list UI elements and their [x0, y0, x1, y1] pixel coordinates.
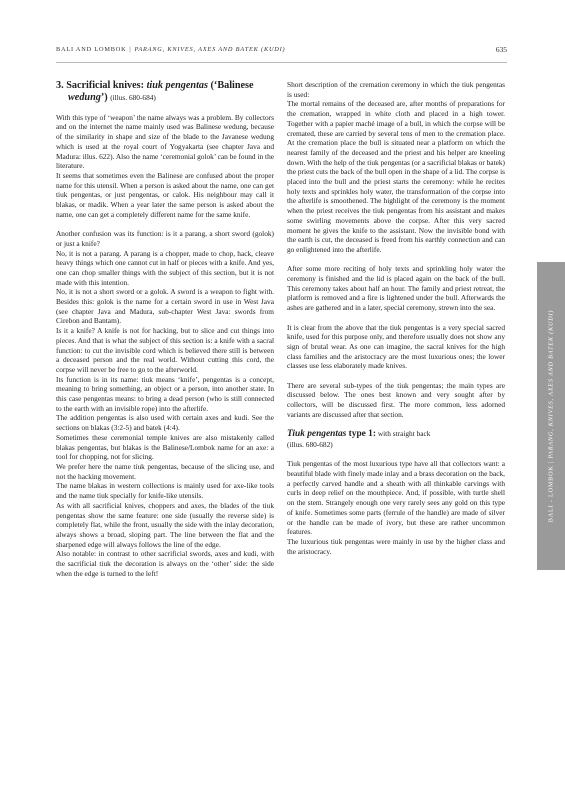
paragraph: Sometimes these ceremonial temple knives are also mistakenly called blakas pengentas, but blakas is the Balinese/Lombok name for an axe: a tool for chopping, not for slicing.	[56, 432, 274, 462]
paragraph-gap	[287, 313, 505, 323]
left-paragraphs	[56, 113, 274, 579]
paragraph: No, it is not a short sword or a golok. A sword is a weapon to fight with. Besides this: golok is the name for a certain sword in use in West Java (see chapter Java and Madura, sub-chapter West Java: swords from Cirebon and Bantam).	[56, 287, 274, 326]
paragraph: It seems that sometimes even the Balinese are confused about the proper name for this utensil. When a person is asked about the name, one can get tiuk pengentas, or just pengentas, or calok. His neighbour may call it blakas, or madik. When a year later the same person is asked about the name, one can get a completely different name for the same knife.	[56, 170, 274, 219]
right-paragraphs-2	[287, 459, 505, 556]
header-separator: |	[129, 46, 132, 53]
paragraph: Is it a knife? A knife is not for hacking, but to slice and cut things into pieces. And that is what the subject of this section is: a knife with a sacral function: to cut the invisible cord which is believed there still is between a deceased person and the real world. Without cutting this cord, the corpse will never be free to go to the afterworld.	[56, 326, 274, 374]
section-number: 3.	[56, 80, 64, 91]
right-paragraphs	[287, 80, 505, 420]
section-title	[56, 80, 274, 103]
side-tab-part1: BALI - LOMBOK	[547, 465, 555, 523]
paragraph: With this type of ‘weapon’ the name always was a problem. By collectors and on the internet the name mainly used was Balinese wedung, because of the similarity in shape and size of the blade to the Javanese wedung which is used at the royal court of Yogyakarta (see chapter Java and Madura: illus. 622). Also the name ‘ceremonial golok’ can be found in the literature.	[56, 112, 274, 171]
section-title-italic: tiuk pengentas	[146, 80, 208, 91]
side-tab	[537, 262, 565, 570]
paragraph: As with all sacrificial knives, choppers and axes, the blades of the tiuk pengentas show the same feature: one side (usually the reverse side) is completely flat, while the front, usually the side with the inlay decoration, always shows a broad, sloping part. The line between the flat and the sharpened edge will always follows the line of the edge.	[56, 500, 274, 549]
paragraph: Short description of the cremation ceremony in which the tiuk pengentas is used:	[287, 80, 505, 99]
running-header	[56, 46, 285, 53]
paragraph-gap	[287, 255, 505, 265]
subsection-title-rest: with straight back	[377, 429, 431, 439]
side-tab-sep: |	[547, 460, 555, 464]
section-title-rest1: (‘Balinese	[210, 80, 254, 91]
page-number: 635	[495, 45, 507, 54]
side-tab-part2: PARANG, KNIVES, AXES AND BATEK (KUDI)	[547, 309, 555, 459]
header-part3: BATEK	[235, 46, 259, 53]
paragraph: No, it is not a parang. A parang is a chopper, made to chop, hack, cleave heavy things which one cannot cut in half or pieces with a knife. And yes, one can chop smaller things with the subject of this section, but it is not made with this intention.	[56, 248, 274, 287]
side-tab-label	[548, 310, 555, 522]
header-rule	[56, 62, 507, 63]
spacer	[56, 103, 274, 113]
section-title-plain: Sacrificial knives:	[66, 80, 145, 91]
left-column	[56, 80, 274, 578]
spacer	[287, 420, 505, 430]
spacer	[287, 450, 505, 460]
paragraph: It is clear from the above that the tiuk pengentas is a very special sacred knife, used for this purpose only, and therefore usually does not show any sign of brutal wear. As one can imagine, the sacral knives for the high class families and the aristocracy are the most luxurious ones; the lower classes use less elaborately made knives.	[287, 322, 505, 371]
subsection-title-italic: Tiuk pengentas	[287, 429, 347, 440]
header-part4: (KUDI)	[261, 46, 286, 53]
paragraph: Also notable: in contrast to other sacrificial swords, axes and kudi, with the sacrificial tiuk the decoration is always on the ‘other’ side: the side when the edge is turned to the left!	[56, 549, 274, 578]
paragraph: We prefer here the name tiuk pengentas, because of the slicing use, and not the hacking movement.	[56, 461, 274, 481]
paragraph-gap	[287, 371, 505, 381]
right-column	[287, 80, 505, 556]
header-part2: PARANG, KNIVES, AXES AND	[134, 46, 234, 53]
paragraph-gap	[56, 219, 274, 229]
subsection-title	[287, 429, 505, 440]
header-part1: BALI AND LOMBOK	[56, 46, 127, 53]
paragraph: The mortal remains of the deceased are, after months of preparations for the cremation, wrapped in white cloth and placed in a high tower. Together with a papier maché image of a bull, in which the corpse will be cremated, these are carried by several tens of men to the cremation place. At the cremation place the bull is situated near a platform on which the nearest family of the deceased and the priest and his helper are kneeling down. With the help of the tiuk pengentas (or a sacrificial blakas or batek) the priest cuts the back of the bull open in the shape of a lid. The corpse is placed into the bull and the priest starts the ceremony: while he recites holy texts and sprinkles holy water, the transformation of the corpse into the afterlife is smoothened. The highlight of the ceremony is the moment when the priest receives the tiuk pengentas from his assistant and makes some swirling movements above the corpse. After this very sacred moment he gives the knife to the assistant. Now the invisible bond with the earth is cut, the deceased is freed from his earthly connection and can go enlightened into the afterlife.	[287, 99, 505, 254]
paragraph: The addition pengentas is also used with certain axes and kudi. See the sections on blakas (3:2-5) and batek (4:4).	[56, 413, 274, 433]
paragraph: There are several sub-types of the tiuk pengentas; the main types are discussed below. The ones best known and very sought after by collectors, will be discussed first. The more common, less adorned variants are discussed after that section.	[287, 380, 505, 419]
paragraph: Tiuk pengentas of the most luxurious type have all that collectors want: a beautiful blade with finely made inlay and a brass decoration on the back, a perfectly carved handle and a sheath with all thinkable carvings with curls in deep relief on the mouthpiece. And, if possible, with turtle shell on the stem. Strangely enough one very rarely sees any gold on this type of knife. Sometimes some parts (ferrule of the handle) are made of silver or the handle can be made of ivory, but these are rather uncommon features.	[287, 459, 505, 537]
paragraph: The name blakas in western collections is mainly used for axe-like tools and the name tiuk specially for knife-like utensils.	[56, 481, 274, 501]
subsection-illus-ref: (illus. 680-682)	[287, 439, 333, 449]
paragraph: Its function is in its name: tiuk means ‘knife’, pengentas is a concept, meaning to bring something, an object or a person, into another state. In this case pengentas means: to bring a dead person (who is still connected to the earth with an invisible rope) into the afterlife.	[56, 374, 274, 413]
section-title-rest2: ’)	[100, 91, 108, 103]
paragraph: After some more reciting of holy texts and sprinkling holy water the ceremony is finished and the lid is placed again on the back of the bull. This ceremony takes about half an hour. The family and priest retreat, the platform is removed and a fire is lightened under the bull. Afterwards the ashes are gathered and in a later, special ceremony, strewn into the sea.	[287, 264, 505, 313]
section-illus-ref: (illus. 680-684)	[110, 92, 156, 102]
paragraph: Another confusion was its function: is it a parang, a short sword (golok) or just a knife?	[56, 229, 274, 248]
subsection-title-type: type 1:	[348, 429, 376, 440]
paragraph: The luxurious tiuk pengentas were mainly in use by the higher class and the aristocracy.	[287, 536, 505, 556]
section-title-italic2: wedung	[68, 91, 101, 103]
